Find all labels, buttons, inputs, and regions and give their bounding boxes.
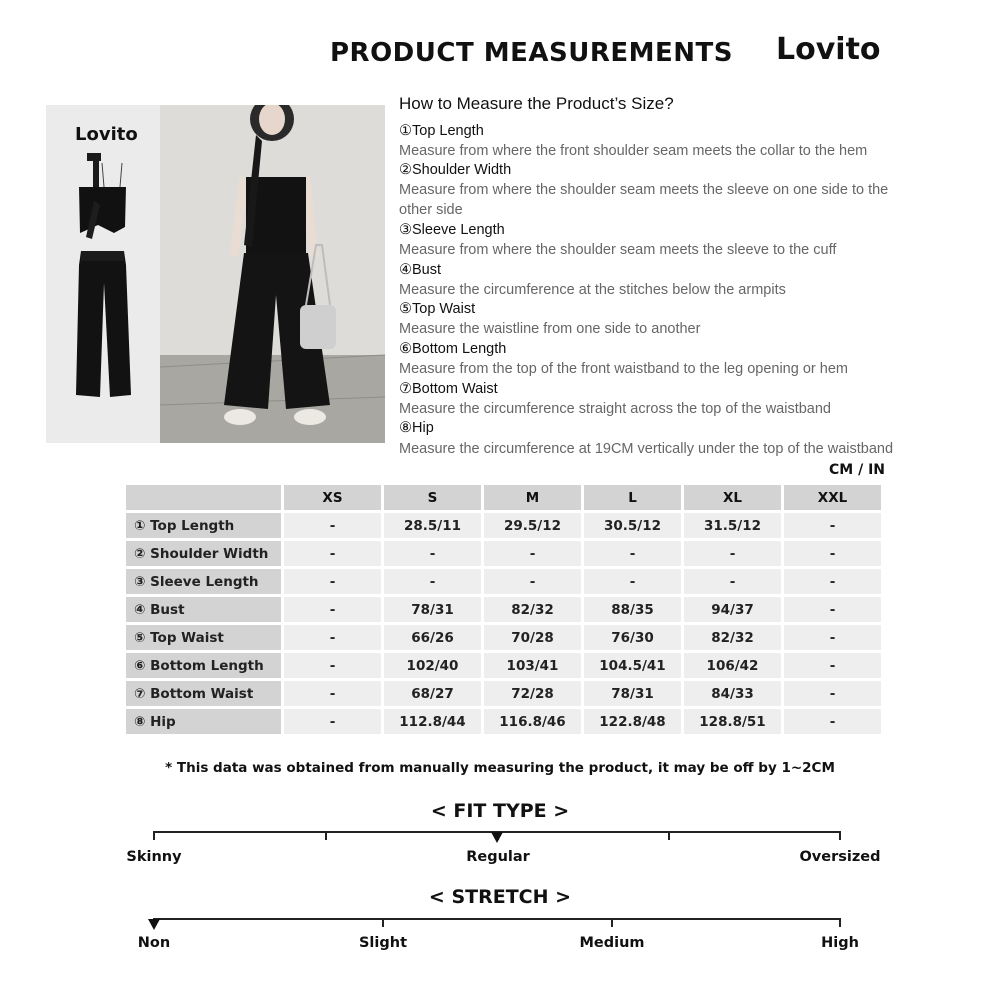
product-flatlay-panel xyxy=(46,105,160,443)
stretch-label-medium: Medium xyxy=(579,935,645,951)
table-cell: - xyxy=(284,513,381,538)
table-cell: 112.8/44 xyxy=(384,709,481,734)
table-cell: - xyxy=(784,709,881,734)
stretch-label-non: Non xyxy=(137,935,171,951)
table-cell: 70/28 xyxy=(484,625,581,650)
row-label: ⑧ Hip xyxy=(126,709,281,734)
fit-type-marker xyxy=(491,832,503,843)
row-label: ③ Sleeve Length xyxy=(126,569,281,594)
table-cell: - xyxy=(784,653,881,678)
table-row xyxy=(126,653,881,678)
table-cell: - xyxy=(784,541,881,566)
stretch-scale-line xyxy=(154,918,841,920)
row-label: ④ Bust xyxy=(126,597,281,622)
fit-type-tick xyxy=(668,831,670,840)
fit-type-label-oversized: Oversized xyxy=(799,849,881,865)
flatlay-garment-illustration xyxy=(46,105,160,443)
size-chart-table xyxy=(123,482,884,737)
row-label: ① Top Length xyxy=(126,513,281,538)
guide-bottom-waist-label: ⑦Bottom Waist xyxy=(399,381,498,397)
table-cell: 82/32 xyxy=(484,597,581,622)
guide-top-waist-desc: Measure the waistline from one side to another xyxy=(399,321,701,337)
stretch-tick xyxy=(611,918,613,927)
stretch-label-high: High xyxy=(821,935,859,951)
table-cell: - xyxy=(584,541,681,566)
table-header-row xyxy=(126,485,881,510)
guide-top-length-desc: Measure from where the front shoulder seam meets the collar to the hem xyxy=(399,143,868,159)
table-cell: - xyxy=(784,597,881,622)
table-cell: 122.8/48 xyxy=(584,709,681,734)
stretch-label-slight: Slight xyxy=(358,935,408,951)
table-cell: - xyxy=(484,569,581,594)
fit-type-label-skinny: Skinny xyxy=(126,849,182,865)
table-cell: 68/27 xyxy=(384,681,481,706)
size-header: XL xyxy=(684,485,781,510)
guide-hip-desc: Measure the circumference at 19CM vertically under the top of the waistband xyxy=(399,441,894,457)
stretch-tick xyxy=(839,918,841,927)
guide-bust-label: ④Bust xyxy=(399,262,442,278)
size-header: XXL xyxy=(784,485,881,510)
row-label: ② Shoulder Width xyxy=(126,541,281,566)
table-row xyxy=(126,681,881,706)
table-cell: - xyxy=(784,625,881,650)
guide-bottom-length-desc: Measure from the top of the front waistband to the leg opening or hem xyxy=(399,361,848,377)
table-cell: - xyxy=(484,541,581,566)
size-header: M xyxy=(484,485,581,510)
table-cell: - xyxy=(584,569,681,594)
table-cell: - xyxy=(784,513,881,538)
guide-hip-label: ⑧Hip xyxy=(399,420,434,436)
table-row xyxy=(126,513,881,538)
size-header: L xyxy=(584,485,681,510)
table-cell: - xyxy=(384,569,481,594)
table-cell: 76/30 xyxy=(584,625,681,650)
table-corner-cell xyxy=(126,485,281,510)
table-cell: 103/41 xyxy=(484,653,581,678)
row-label: ⑤ Top Waist xyxy=(126,625,281,650)
model-photo xyxy=(160,105,385,443)
table-cell: 88/35 xyxy=(584,597,681,622)
size-header: XS xyxy=(284,485,381,510)
measurement-disclaimer: * This data was obtained from manually measuring the product, it may be off by 1~2CM xyxy=(165,760,835,776)
table-cell: 94/37 xyxy=(684,597,781,622)
guide-shoulder-width-label: ②Shoulder Width xyxy=(399,162,512,178)
table-cell: 82/32 xyxy=(684,625,781,650)
table-row xyxy=(126,709,881,734)
table-cell: 106/42 xyxy=(684,653,781,678)
table-row xyxy=(126,541,881,566)
table-cell: - xyxy=(284,653,381,678)
table-cell: 28.5/11 xyxy=(384,513,481,538)
stretch-tick xyxy=(382,918,384,927)
table-cell: - xyxy=(684,541,781,566)
fit-type-tick xyxy=(153,831,155,840)
table-cell: - xyxy=(284,709,381,734)
size-header: S xyxy=(384,485,481,510)
table-cell: - xyxy=(284,597,381,622)
table-cell: 116.8/46 xyxy=(484,709,581,734)
table-cell: - xyxy=(284,541,381,566)
table-cell: 66/26 xyxy=(384,625,481,650)
stretch-marker xyxy=(148,919,160,930)
table-row xyxy=(126,597,881,622)
fit-type-tick xyxy=(325,831,327,840)
row-label: ⑥ Bottom Length xyxy=(126,653,281,678)
brand-logo: Lovito xyxy=(776,32,881,67)
guide-top-length-label: ①Top Length xyxy=(399,123,484,139)
table-row xyxy=(126,625,881,650)
table-cell: - xyxy=(284,625,381,650)
guide-bust-desc: Measure the circumference at the stitches below the armpits xyxy=(399,282,786,298)
row-label: ⑦ Bottom Waist xyxy=(126,681,281,706)
table-cell: 78/31 xyxy=(584,681,681,706)
table-cell: - xyxy=(784,569,881,594)
stretch-title: < STRETCH > xyxy=(428,886,572,908)
table-cell: 128.8/51 xyxy=(684,709,781,734)
table-cell: - xyxy=(284,569,381,594)
table-cell: 78/31 xyxy=(384,597,481,622)
table-cell: 30.5/12 xyxy=(584,513,681,538)
guide-top-waist-label: ⑤Top Waist xyxy=(399,301,476,317)
fit-type-title: < FIT TYPE > xyxy=(430,800,570,822)
table-cell: - xyxy=(284,681,381,706)
measure-guide-heading: How to Measure the Product’s Size? xyxy=(399,94,674,113)
table-cell: 104.5/41 xyxy=(584,653,681,678)
table-cell: 84/33 xyxy=(684,681,781,706)
table-cell: - xyxy=(384,541,481,566)
table-row xyxy=(126,569,881,594)
model-photo-illustration xyxy=(160,105,385,443)
fit-type-tick xyxy=(839,831,841,840)
guide-bottom-length-label: ⑥Bottom Length xyxy=(399,341,507,357)
table-cell: 29.5/12 xyxy=(484,513,581,538)
table-cell: 72/28 xyxy=(484,681,581,706)
product-panel-brand: Lovito xyxy=(75,124,138,145)
fit-type-label-regular: Regular xyxy=(466,849,530,865)
guide-shoulder-width-desc: Measure from where the shoulder seam meets the sleeve on one side to the other side xyxy=(399,182,889,218)
table-cell: - xyxy=(684,569,781,594)
guide-sleeve-length-label: ③Sleeve Length xyxy=(399,222,505,238)
table-cell: 102/40 xyxy=(384,653,481,678)
guide-bottom-waist-desc: Measure the circumference straight across the top of the waistband xyxy=(399,401,831,417)
table-cell: 31.5/12 xyxy=(684,513,781,538)
guide-sleeve-length-desc: Measure from where the shoulder seam meets the sleeve to the cuff xyxy=(399,242,837,258)
units-label: CM / IN xyxy=(829,462,885,478)
table-cell: - xyxy=(784,681,881,706)
